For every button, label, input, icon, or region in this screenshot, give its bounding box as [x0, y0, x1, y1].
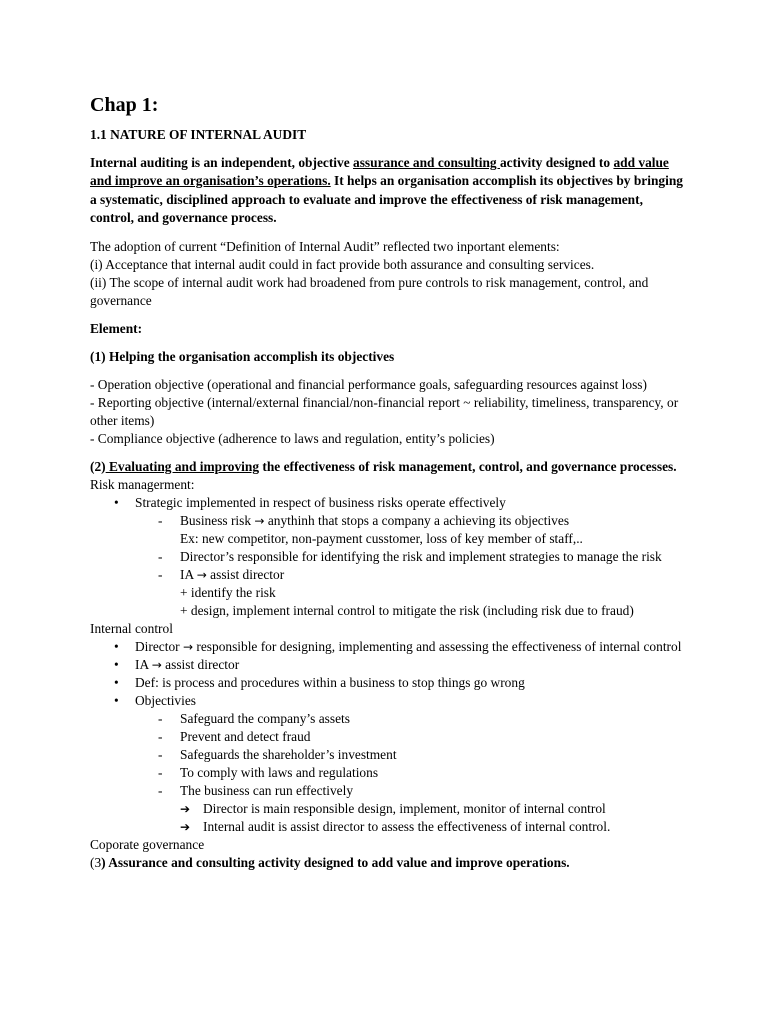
risk-dash-1 [90, 512, 690, 530]
dash-icon: - [158, 764, 163, 780]
ic-bullet-1-b: responsible for designing, implementing and assessing the effectiveness of internal control [193, 638, 682, 654]
ic-bullet-4 [90, 692, 690, 710]
conclusion-text-1: Director is main responsible design, implement, monitor of internal control [203, 800, 606, 816]
document-body [90, 92, 690, 872]
risk-bullet-text: Strategic implemented in respect of business risks operate effectively [135, 494, 506, 510]
element2-heading [90, 458, 690, 476]
intro-underline-2: add value and improve an organisation’s operations. [90, 155, 669, 189]
ic-bullet-2-b: assist director [161, 656, 240, 672]
risk-dash-3-b: assist director [206, 566, 285, 582]
element1-heading: (1) Helping the organisation accomplish its objectives [90, 348, 395, 364]
risk-dash-2-text: Director’s responsible for identifying the risk and implement strategies to manage the risk [180, 548, 662, 564]
bullet-icon: • [114, 674, 119, 690]
element2-rest: the effectiveness of risk management, control, and governance processes. [259, 458, 677, 474]
adoption-line-3: (ii) The scope of internal audit work had broadened from pure controls to risk management, control, and governance [90, 274, 649, 308]
bullet-icon: • [114, 494, 119, 510]
element-heading: Element: [90, 320, 143, 336]
risk-dash-2 [90, 548, 690, 566]
objective-item [90, 728, 690, 746]
ic-bullet-3-text: Def: is process and procedures within a business to stop things go wrong [135, 674, 525, 690]
page-title: Chap 1: [90, 94, 159, 116]
dash-icon: - [158, 728, 163, 744]
conclusion-arrow-1 [90, 800, 690, 818]
element2-number: (2) [90, 458, 106, 474]
element1-line-2: - Reporting objective (internal/external financial/non-financial report ~ reliability, timeliness, transparency, or other items) [90, 394, 679, 428]
risk-sub-2: + design, implement internal control to mitigate the risk (including risk due to fraud) [180, 602, 634, 618]
risk-bullet [90, 494, 690, 512]
risk-label: Risk managerment: [90, 476, 195, 492]
intro-text-2: activity designed to [499, 155, 614, 170]
objective-text: Safeguard the company’s assets [180, 710, 350, 726]
dash-icon: - [158, 746, 163, 762]
intro-underline-1: assurance and consulting [353, 155, 500, 170]
conclusion-arrow-2 [90, 818, 690, 836]
element3-number: (3 [90, 854, 102, 870]
adoption-line-2: (i) Acceptance that internal audit could in fact provide both assurance and consulting services. [90, 256, 595, 272]
objective-item [90, 782, 690, 800]
ic-bullet-3 [90, 674, 690, 692]
objective-text: To comply with laws and regulations [180, 764, 379, 780]
conclusion-text-2: Internal audit is assist director to assess the effectiveness of internal control. [203, 818, 611, 834]
risk-dash-3 [90, 566, 690, 584]
bullet-icon: • [114, 692, 119, 708]
element1-line-3: - Compliance objective (adherence to laws and regulation, entity’s policies) [90, 430, 495, 446]
arrow-right-icon: → [182, 639, 194, 654]
arrow-right-icon: → [151, 657, 162, 672]
element1-list [90, 376, 690, 448]
ic-bullet-2 [90, 656, 690, 674]
dash-icon: - [158, 710, 163, 726]
adoption-line-1: The adoption of current “Definition of Internal Audit” reflected two inportant elements: [90, 238, 560, 254]
objective-item [90, 710, 690, 728]
risk-sub-1: + identify the risk [180, 584, 276, 600]
section-title: 1.1 NATURE OF INTERNAL AUDIT [90, 127, 307, 142]
element3-rest: ) Assurance and consulting activity designed to add value and improve operations. [101, 854, 570, 870]
bullet-icon: • [114, 638, 119, 654]
objective-text: Safeguards the shareholder’s investment [180, 746, 397, 762]
dash-icon: - [158, 566, 163, 582]
dash-icon: - [158, 782, 163, 798]
risk-dash-1-example: Ex: new competitor, non-payment cusstomer, loss of key member of staff,.. [180, 530, 583, 546]
element1-line-1: - Operation objective (operational and financial performance goals, safeguarding resources against loss) [90, 376, 647, 392]
risk-list [90, 494, 690, 620]
objective-item [90, 746, 690, 764]
adoption-block [90, 238, 690, 310]
risk-dash-3-a: IA [180, 566, 197, 582]
bold-arrow-icon: ➔ [180, 819, 191, 834]
intro-text-1: Internal auditing is an independent, objective [90, 155, 354, 170]
bullet-icon: • [114, 656, 119, 672]
element3-heading [90, 854, 690, 872]
risk-dash-1-a: Business risk [180, 512, 255, 528]
dash-icon: - [158, 512, 163, 528]
intro-paragraph [90, 154, 690, 228]
arrow-right-icon: → [196, 567, 207, 582]
bold-arrow-icon: ➔ [180, 801, 191, 816]
internal-control-label: Internal control [90, 620, 173, 636]
governance-label: Coporate governance [90, 836, 205, 852]
dash-icon: - [158, 548, 163, 564]
ic-bullet-1 [90, 638, 690, 656]
internal-control-list [90, 638, 690, 836]
objective-text: Prevent and detect fraud [180, 728, 311, 744]
risk-dash-1-b: anythinh that stops a company a achieving its objectives [264, 512, 570, 528]
ic-bullet-1-a: Director [135, 638, 183, 654]
objective-text: The business can run effectively [180, 782, 354, 798]
intro-text-3: It helps an organisation accomplish its objectives by bringing a systematic, disciplined approach to evaluate and improve the effectiveness of risk management, control, and governance process. [90, 173, 683, 226]
element2-underlined: Evaluating and improving [105, 458, 260, 474]
ic-bullet-4-text: Objectivies [135, 692, 196, 708]
arrow-right-icon: → [254, 513, 265, 528]
objective-item [90, 764, 690, 782]
ic-bullet-2-a: IA [135, 656, 152, 672]
